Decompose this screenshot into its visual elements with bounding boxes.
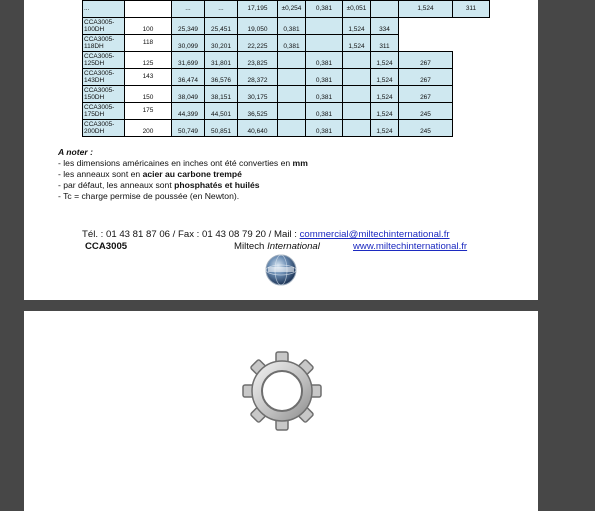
tc-cell: 245 (399, 120, 453, 137)
ref-cell: CCA3005- 125DH (83, 52, 125, 69)
d1-cell: 30,099 (172, 35, 205, 52)
d2-cell: 30,201 (205, 35, 238, 52)
table-row (83, 1, 490, 18)
thickness-cell: 0,381 (306, 69, 343, 86)
thickness-cell: 0,381 (306, 120, 343, 137)
ref-cell: CCA3005- 118DH (83, 35, 125, 52)
notes-section (58, 147, 308, 202)
ref-cell: CCA3005- 150DH (83, 86, 125, 103)
email-link[interactable]: commercial@miltechinternational.fr (299, 229, 450, 240)
tc-cell: 311 (371, 35, 399, 52)
d3-cell: 36,525 (238, 103, 278, 120)
spec-table (82, 0, 490, 137)
table-row (83, 86, 490, 103)
d1-cell: 38,049 (172, 86, 205, 103)
document-page-1 (24, 0, 538, 300)
c-cell: 1,524 (343, 18, 371, 35)
d3-cell: 28,372 (238, 69, 278, 86)
d3-cell: 40,640 (238, 120, 278, 137)
note-item: - Tc = charge permise de poussée (en Newton). (58, 191, 240, 201)
tolerance-diameter-cell: ±0,254 (278, 1, 306, 18)
d1-cell: 44,399 (172, 103, 205, 120)
table-row (83, 120, 490, 137)
company-name: Miltech International (234, 241, 320, 252)
d2-cell: 31,801 (205, 52, 238, 69)
c-cell: 1,524 (371, 69, 399, 86)
d2-cell: 25,451 (205, 18, 238, 35)
c-cell: 1,524 (343, 35, 371, 52)
d3-cell: 22,225 (238, 35, 278, 52)
d3-cell: 23,825 (238, 52, 278, 69)
table-row (83, 18, 490, 35)
size-cell: 125 (125, 52, 172, 69)
thickness-cell: 0,381 (306, 52, 343, 69)
thickness-cell: 0,381 (278, 35, 306, 52)
d1-cell: 31,699 (172, 52, 205, 69)
product-ref-code: CCA3005 (85, 241, 128, 252)
document-page-2 (24, 311, 538, 511)
c-cell: 1,524 (371, 52, 399, 69)
thickness-cell: 0,381 (306, 1, 343, 18)
tc-cell: 267 (399, 52, 453, 69)
d1-cell: ... (172, 1, 205, 18)
c-cell: 1,524 (371, 86, 399, 103)
tc-cell: 334 (371, 18, 399, 35)
size-cell: 175 (125, 103, 172, 120)
ref-cell: CCA3005- 200DH (83, 120, 125, 137)
thickness-cell: 0,381 (278, 18, 306, 35)
d2-cell: 36,576 (205, 69, 238, 86)
notes-title: A noter : (58, 147, 94, 157)
thickness-cell: 0,381 (306, 86, 343, 103)
c-cell: 1,524 (399, 1, 453, 18)
d3-cell: 17,195 (238, 1, 278, 18)
size-cell: 143 (125, 69, 172, 86)
ref-cell: CCA3005- 100DH (83, 18, 125, 35)
d2-cell: ... (205, 1, 238, 18)
contact-line: Tél. : 01 43 81 87 06 / Fax : 01 43 08 79 20 / Mail : commercial@miltechinternational.fr (82, 229, 450, 240)
globe-logo-icon (264, 253, 298, 287)
d1-cell: 36,474 (172, 69, 205, 86)
table-row (83, 35, 490, 52)
d3-cell: 19,050 (238, 18, 278, 35)
thickness-cell: 0,381 (306, 103, 343, 120)
ref-cell: ... (83, 1, 125, 18)
d1-cell: 50,749 (172, 120, 205, 137)
table-row (83, 103, 490, 120)
d2-cell: 44,501 (205, 103, 238, 120)
size-cell: 100 (125, 18, 172, 35)
size-cell: 200 (125, 120, 172, 137)
d2-cell: 50,851 (205, 120, 238, 137)
note-item: - par défaut, les anneaux sont phosphatés et huilés (58, 180, 260, 190)
table-row (83, 52, 490, 69)
c-cell: 1,524 (371, 103, 399, 120)
c-cell: 1,524 (371, 120, 399, 137)
tc-cell: 267 (399, 86, 453, 103)
ref-cell: CCA3005- 175DH (83, 103, 125, 120)
gear-icon (242, 351, 322, 431)
d3-cell: 30,175 (238, 86, 278, 103)
note-item: - les anneaux sont en acier au carbone trempé (58, 169, 242, 179)
tc-cell: 245 (399, 103, 453, 120)
d2-cell: 38,151 (205, 86, 238, 103)
website-link[interactable]: www.miltechinternational.fr (353, 241, 468, 252)
d1-cell: 25,349 (172, 18, 205, 35)
tolerance-width-cell: ±0,051 (343, 1, 371, 18)
table-row (83, 69, 490, 86)
tc-cell: 267 (399, 69, 453, 86)
tc-cell: 311 (453, 1, 490, 18)
ref-cell: CCA3005- 143DH (83, 69, 125, 86)
size-cell: 118 (125, 35, 172, 52)
note-item: - les dimensions américaines en inches ont été converties en mm (58, 158, 308, 168)
size-cell: 150 (125, 86, 172, 103)
